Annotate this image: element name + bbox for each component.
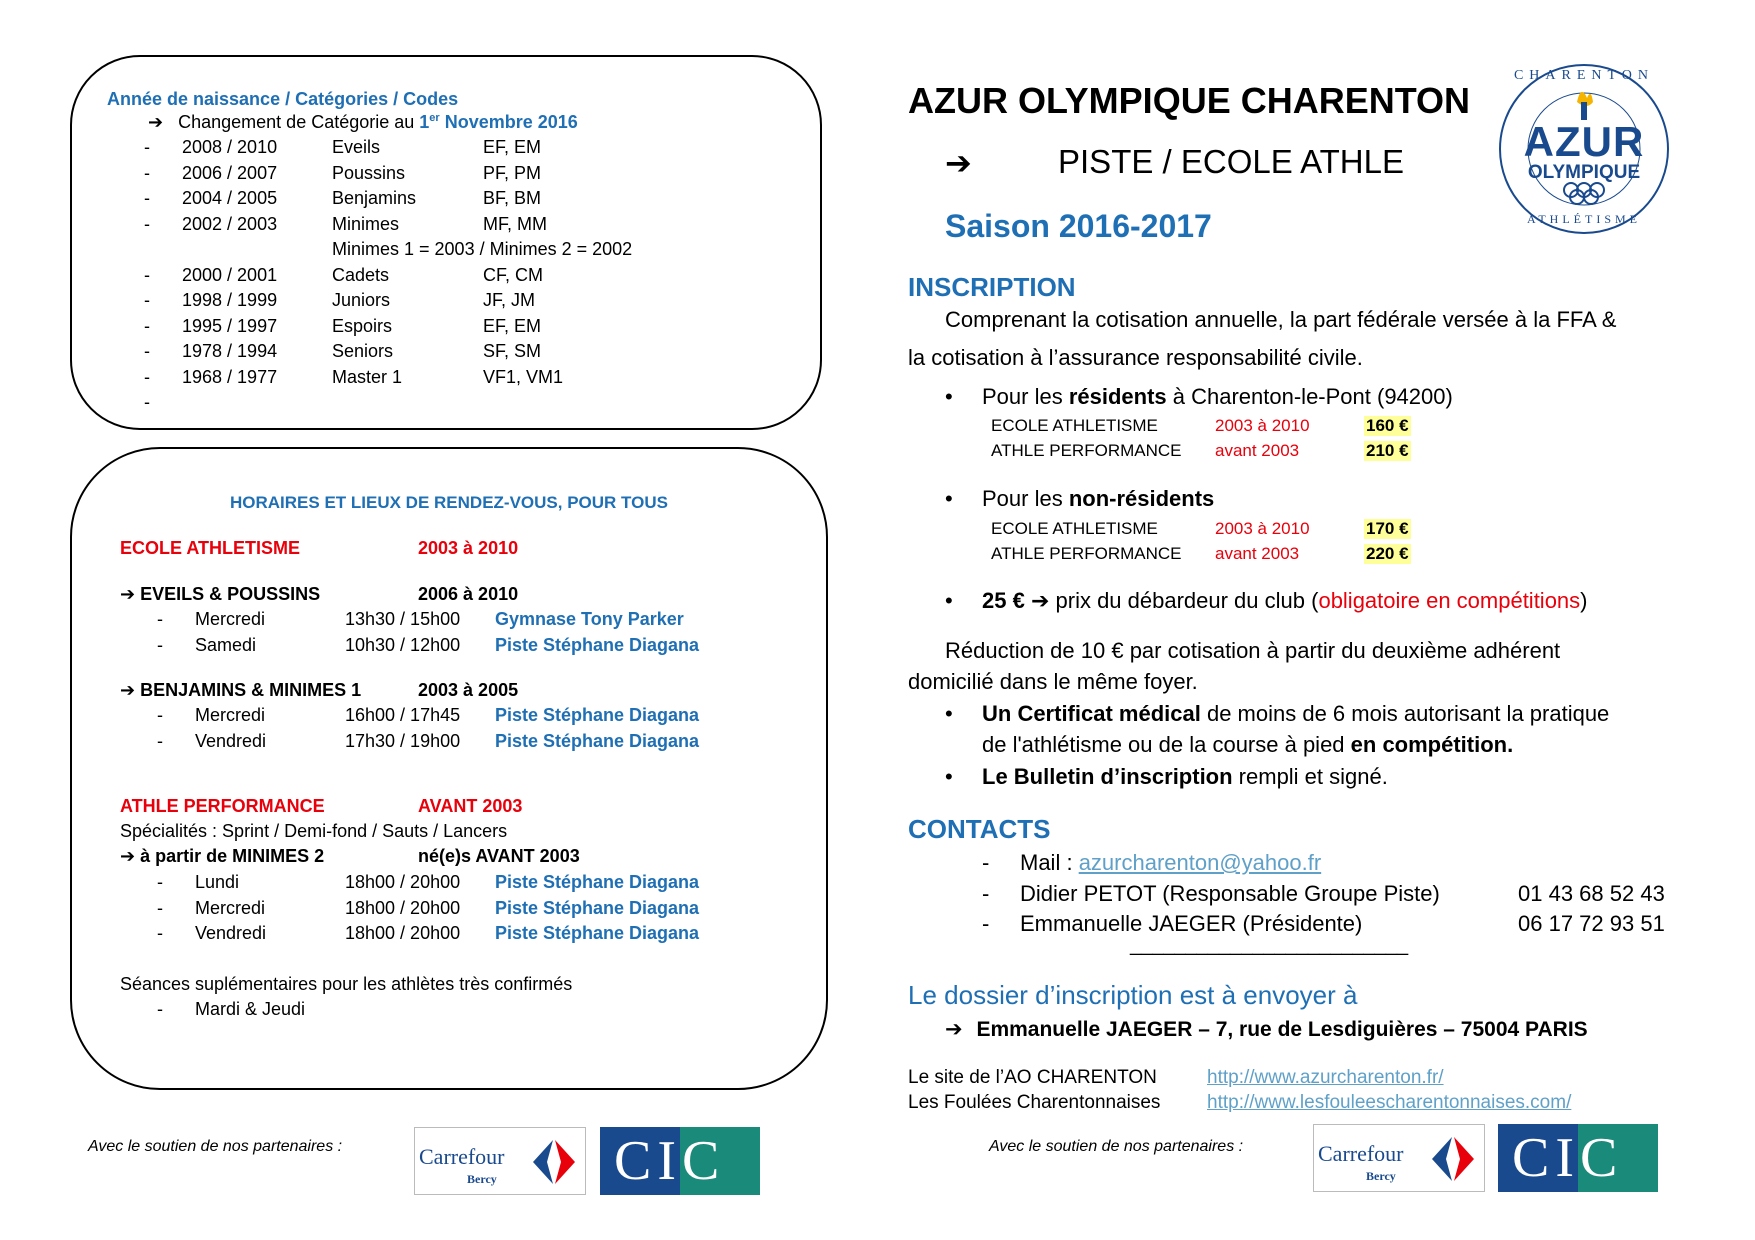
logo-main-text: AZUR (1523, 118, 1645, 165)
bullet-icon: • (945, 764, 953, 789)
schedule-day: Vendredi (195, 730, 267, 751)
price-years: 2003 à 2010 (1215, 519, 1310, 538)
arrow-right-icon: ➔ (1030, 588, 1050, 613)
inscription-intro-1: Comprenant la cotisation annuelle, la part fédérale versée à la FFA & (945, 307, 1617, 332)
price-value: 170 € (1366, 519, 1409, 538)
category-codes: BF, BM (483, 188, 542, 208)
schedule-time: 10h30 / 12h00 (345, 634, 461, 655)
carrefour-icon (525, 1136, 581, 1188)
schedule-dash: - (157, 897, 163, 918)
schedule-title: HORAIRES ET LIEUX DE RENDEZ-VOUS, POUR TOUS (230, 493, 668, 512)
price-value: 220 € (1366, 544, 1409, 563)
price-value: 210 € (1366, 441, 1409, 460)
arrow-right-icon: ➔ (148, 112, 164, 132)
categories-title: Année de naissance / Catégories / Codes (107, 89, 459, 109)
schedule-time: 17h30 / 19h00 (345, 730, 461, 751)
contact-name: Didier PETOT (Responsable Groupe Piste) (1020, 881, 1440, 906)
price-label: ATHLE PERFORMANCE (991, 441, 1182, 460)
carrefour-icon (1424, 1133, 1480, 1185)
contact-name: Emmanuelle JAEGER (Présidente) (1020, 911, 1363, 936)
category-name: Benjamins (332, 188, 417, 208)
minimes2-heading: ➔ à partir de MINIMES 2 (120, 846, 325, 866)
category-years: 1978 / 1994 (182, 341, 278, 361)
schedule-dash: - (157, 609, 163, 629)
extra-days: Mardi & Jeudi (195, 999, 306, 1019)
category-codes: SF, SM (483, 341, 542, 361)
minimes-note: Minimes 1 = 2003 / Minimes 2 = 2002 (332, 239, 633, 259)
category-change-line: ➔ Changement de Catégorie au 1er Novembre 2016 (148, 112, 578, 132)
dash: - (982, 881, 990, 906)
arrow-right-icon: ➔ (945, 145, 972, 181)
category-codes: EF, EM (483, 137, 542, 157)
category-name: Poussins (332, 162, 406, 183)
category-name: Minimes (332, 213, 400, 234)
site-label: Les Foulées Charentonnaises (908, 1092, 1161, 1113)
carrefour-logo-left: Carrefour Bercy (414, 1127, 586, 1195)
site-link[interactable]: http://www.azurcharenton.fr/ (1207, 1067, 1444, 1088)
category-codes: PF, PM (483, 162, 542, 183)
schedule-place: Piste Stéphane Diagana (495, 872, 700, 892)
bullet-icon: • (945, 588, 953, 613)
benjamins-years: 2003 à 2005 (418, 680, 519, 700)
category-dash: - (144, 213, 150, 234)
arrow-right-icon: ➔ (120, 584, 136, 604)
reduction-line-2: domicilié dans le même foyer. (908, 669, 1198, 694)
cic-logo-right: CIC (1498, 1124, 1658, 1192)
arrow-right-icon: ➔ (120, 680, 136, 700)
category-name: Seniors (332, 341, 394, 361)
specialites: Spécialités : Sprint / Demi-fond / Sauts / Lancers (120, 821, 508, 841)
schedule-dash: - (157, 705, 163, 725)
perf-label: ATHLE PERFORMANCE (120, 796, 325, 816)
category-years: 2000 / 2001 (182, 264, 278, 285)
carrefour-logo-right: Carrefour Bercy (1313, 1124, 1485, 1192)
category-dash: - (144, 137, 150, 157)
eveils-heading: ➔ EVEILS & POUSSINS (120, 584, 321, 604)
category-name: Master 1 (332, 366, 403, 387)
logo-top-text: CHARENTON (1513, 68, 1655, 83)
category-years: 2004 / 2005 (182, 188, 278, 208)
non-residents-line: Pour les non-résidents (982, 486, 1215, 511)
schedule-time: 18h00 / 20h00 (345, 872, 461, 892)
contact-phone: 01 43 68 52 43 (1518, 881, 1665, 906)
price-value: 160 € (1366, 416, 1409, 435)
cic-logo-left: CIC (600, 1127, 760, 1195)
category-dash: - (144, 264, 150, 285)
eveils-years: 2006 à 2010 (418, 584, 519, 604)
price-label: ECOLE ATHLETISME (991, 519, 1158, 538)
mail-link[interactable]: azurcharenton@yahoo.fr (1078, 850, 1322, 875)
contact-phone: 06 17 72 93 51 (1518, 911, 1665, 936)
schedule-time: 13h30 / 15h00 (345, 609, 461, 629)
category-name: Cadets (332, 264, 390, 285)
category-dash: - (144, 392, 150, 412)
arrow-right-icon: ➔ (120, 846, 136, 866)
category-codes: JF, JM (483, 290, 535, 310)
inscription-intro-2: la cotisation à l’assurance responsabilité civile. (908, 345, 1363, 370)
logo-sub-text: OLYMPIQUE (1527, 162, 1641, 183)
price-years: avant 2003 (1215, 544, 1300, 563)
category-dash: - (144, 366, 150, 387)
certificat-line-1: Un Certificat médical de moins de 6 mois autorisant la pratique (982, 701, 1610, 726)
partners-label-left: Avec le soutien de nos partenaires : (88, 1138, 343, 1155)
category-dash: - (144, 162, 150, 183)
category-dash: - (144, 315, 150, 336)
mail-line: Mail : azurcharenton@yahoo.fr (1020, 850, 1322, 875)
extra-title: Séances suplémentaires pour les athlètes très confirmés (120, 974, 573, 994)
club-title: AZUR OLYMPIQUE CHARENTON (908, 80, 1471, 121)
schedule-time: 16h00 / 17h45 (345, 705, 461, 725)
partners-label-right: Avec le soutien de nos partenaires : (989, 1138, 1244, 1155)
schedule-place: Piste Stéphane Diagana (495, 705, 700, 725)
logo-bottom-text: ATHLÉTISME (1527, 212, 1641, 226)
bulletin-line: Le Bulletin d’inscription rempli et signé. (982, 764, 1388, 789)
category-codes: MF, MM (483, 213, 547, 234)
schedule-day: Samedi (195, 634, 257, 655)
price-years: 2003 à 2010 (1215, 416, 1310, 435)
schedule-day: Lundi (195, 872, 240, 892)
bullet-icon: • (945, 701, 953, 726)
schedule-dash: - (157, 923, 163, 943)
bullet-icon: • (945, 486, 953, 511)
ecole-years: 2003 à 2010 (418, 538, 519, 558)
site-label: Le site de l’AO CHARENTON (908, 1067, 1157, 1088)
club-logo (1497, 62, 1671, 236)
bullet-icon: • (945, 384, 953, 409)
category-dash: - (144, 290, 150, 310)
category-years: 2006 / 2007 (182, 162, 278, 183)
schedule-place: Piste Stéphane Diagana (495, 634, 700, 655)
schedule-dash: - (157, 730, 163, 751)
separator: _________________________ (1130, 934, 1409, 956)
schedule-day: Vendredi (195, 923, 267, 943)
schedule-dash: - (157, 634, 163, 655)
category-name: Eveils (332, 137, 381, 157)
residents-line: Pour les résidents à Charenton-le-Pont (94200) (982, 384, 1453, 409)
category-dash: - (144, 341, 150, 361)
category-years: 1998 / 1999 (182, 290, 278, 310)
category-codes: CF, CM (483, 264, 543, 285)
dossier-address-line: ➔ Emmanuelle JAEGER – 7, rue de Lesdiguières – 75004 PARIS (945, 1018, 1588, 1041)
schedule-place: Piste Stéphane Diagana (495, 923, 700, 943)
category-name: Espoirs (332, 315, 393, 336)
minimes2-years: né(e)s AVANT 2003 (418, 846, 580, 866)
schedule-day: Mercredi (195, 609, 266, 629)
dash: - (982, 911, 990, 936)
category-years: 2008 / 2010 (182, 137, 278, 157)
category-dash: - (144, 188, 150, 208)
extra-dash: - (157, 999, 163, 1019)
site-link[interactable]: http://www.lesfouleescharentonnaises.com/ (1207, 1092, 1572, 1113)
benjamins-heading: ➔ BENJAMINS & MINIMES 1 (120, 680, 362, 700)
price-label: ECOLE ATHLETISME (991, 416, 1158, 435)
schedule-dash: - (157, 872, 163, 892)
arrow-right-icon: ➔ (945, 1018, 963, 1041)
category-years: 1995 / 1997 (182, 315, 278, 336)
dash: - (982, 850, 990, 875)
ecole-label: ECOLE ATHLETISME (120, 538, 300, 558)
schedule-place: Piste Stéphane Diagana (495, 897, 700, 918)
reduction-line-1: Réduction de 10 € par cotisation à partir du deuxième adhérent (945, 638, 1561, 663)
section-title: PISTE / ECOLE ATHLE (1058, 143, 1405, 180)
schedule-time: 18h00 / 20h00 (345, 923, 461, 943)
category-name: Juniors (332, 290, 391, 310)
schedule-day: Mercredi (195, 897, 266, 918)
contacts-title: CONTACTS (908, 814, 1051, 844)
category-years: 1968 / 1977 (182, 366, 278, 387)
category-codes: EF, EM (483, 315, 542, 336)
price-label: ATHLE PERFORMANCE (991, 544, 1182, 563)
schedule-day: Mercredi (195, 705, 266, 725)
category-codes: VF1, VM1 (483, 366, 564, 387)
tank-top-line: 25 € ➔ prix du débardeur du club (obligatoire en compétitions) (982, 588, 1588, 613)
certificat-line-2: de l'athlétisme ou de la course à pied en compétition. (982, 732, 1514, 757)
schedule-place: Piste Stéphane Diagana (495, 730, 700, 751)
perf-years: AVANT 2003 (418, 796, 523, 816)
inscription-title: INSCRIPTION (908, 272, 1076, 302)
season-title: Saison 2016-2017 (945, 208, 1212, 244)
schedule-time: 18h00 / 20h00 (345, 897, 461, 918)
price-years: avant 2003 (1215, 441, 1300, 460)
category-years: 2002 / 2003 (182, 213, 278, 234)
dossier-title: Le dossier d’inscription est à envoyer à (908, 980, 1358, 1010)
schedule-place: Gymnase Tony Parker (495, 609, 684, 629)
